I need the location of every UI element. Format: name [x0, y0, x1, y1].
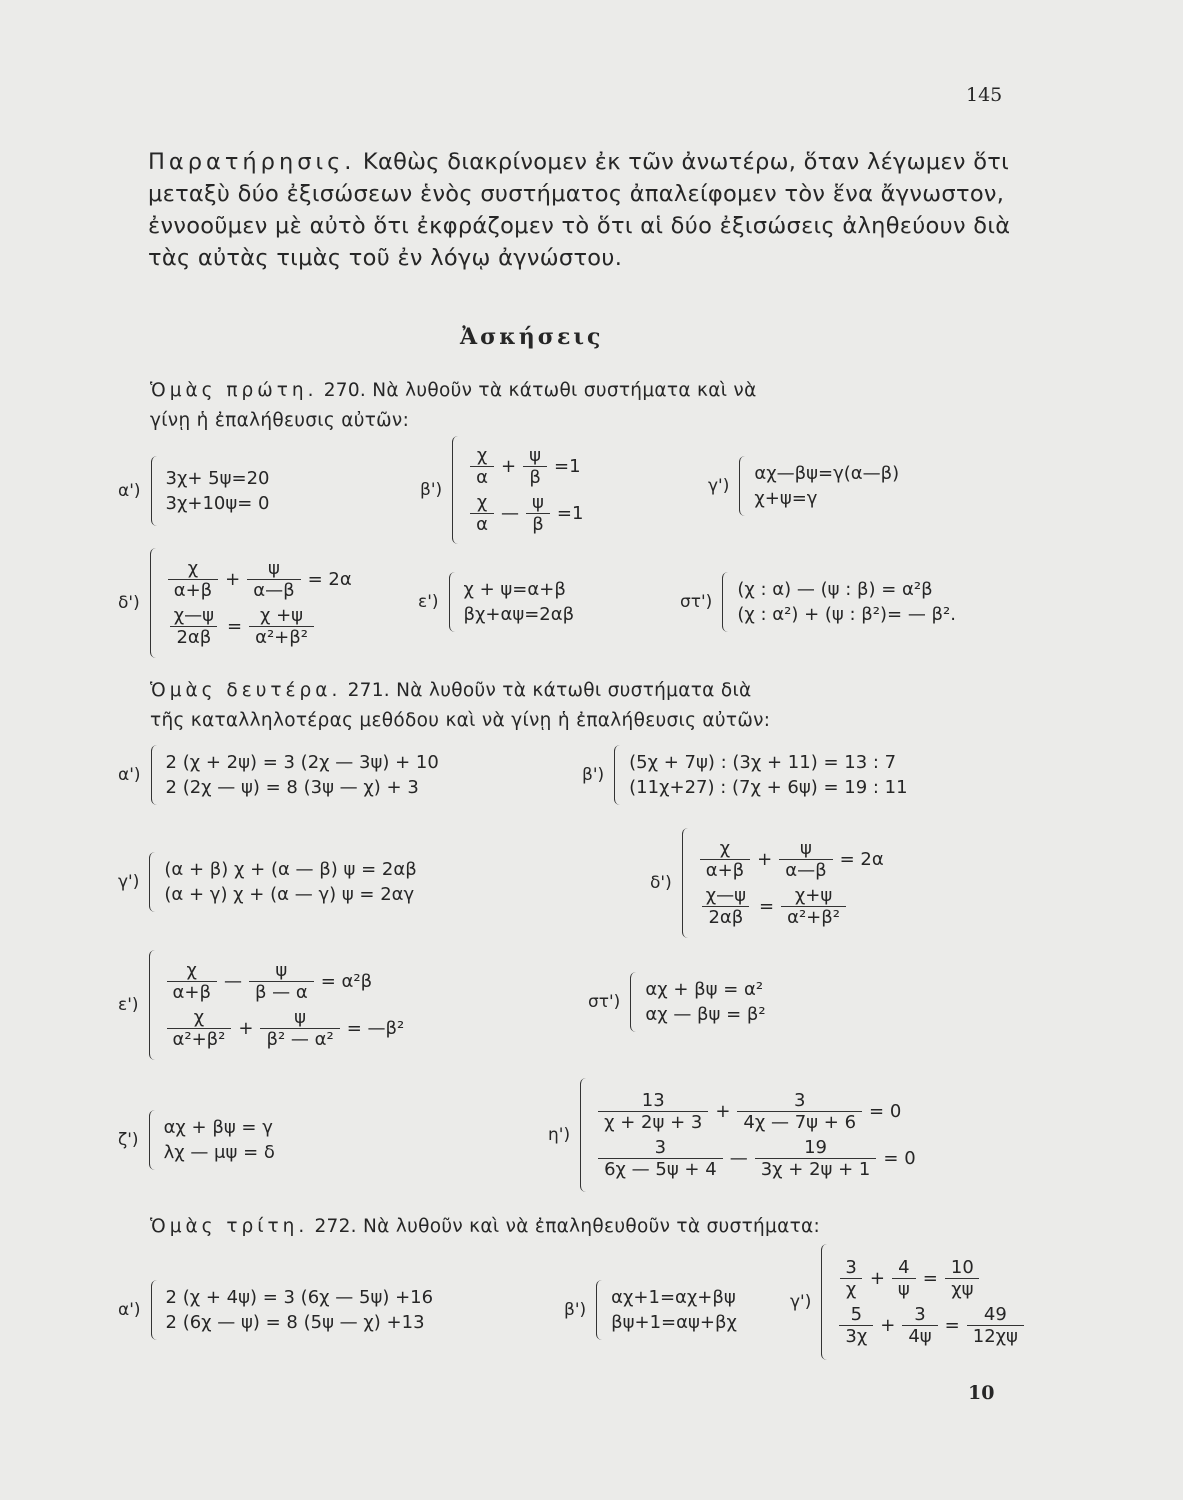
- denominator: α+β: [167, 981, 217, 1003]
- denominator: χψ: [945, 1278, 979, 1300]
- brace: [151, 456, 158, 526]
- group-1-text: 270. Νὰ λυθοῦν τὰ κάτωθι συστήματα καὶ νὰ: [323, 380, 757, 401]
- fraction: [839, 1257, 862, 1300]
- fraction: [967, 1304, 1024, 1347]
- denominator: α+β: [700, 859, 750, 881]
- exercise-270-f: [680, 572, 956, 632]
- label: γ'): [708, 476, 730, 496]
- exercise-271-g: [118, 1110, 275, 1170]
- numerator: χ—ψ: [173, 605, 214, 626]
- equation: 2 (2χ — ψ) = 8 (3ψ — χ) + 3: [165, 777, 419, 798]
- label: δ'): [650, 873, 672, 893]
- section-heading: Ἀσκήσεις: [460, 324, 604, 350]
- numerator: χ: [193, 1007, 205, 1028]
- fraction: [260, 1007, 339, 1050]
- denominator: ψ: [892, 1278, 916, 1300]
- operator: —: [501, 503, 520, 524]
- brace: [150, 548, 157, 658]
- rhs: = 2α: [307, 569, 352, 590]
- numerator: ψ: [799, 838, 812, 859]
- label: ε'): [418, 592, 439, 612]
- equation: [697, 885, 884, 928]
- group-1-text-cont: γίνῃ ἡ ἐπαλήθευσις αὐτῶν:: [150, 410, 410, 431]
- numerator: ψ: [275, 960, 288, 981]
- operator: +: [869, 1268, 885, 1289]
- label: α'): [118, 481, 141, 501]
- denominator: β: [526, 513, 550, 535]
- brace: [739, 456, 746, 516]
- brace: [580, 1078, 587, 1192]
- exercise-271-c: [118, 852, 417, 912]
- group-3-intro: [150, 1212, 1040, 1242]
- fraction: [249, 960, 314, 1003]
- numerator: χ: [476, 445, 488, 466]
- brace: [149, 950, 156, 1060]
- label: στ'): [680, 592, 713, 612]
- rhs: = —β²: [346, 1018, 405, 1039]
- equation: [836, 1304, 1027, 1347]
- exercise-271-a: [118, 745, 439, 805]
- numerator: 10: [950, 1257, 974, 1278]
- denominator: 2αβ: [170, 626, 217, 648]
- equation: (α + γ) χ + (α — γ) ψ = 2αγ: [164, 884, 415, 905]
- group-2-title: Ὁμὰς δευτέρα.: [150, 680, 342, 701]
- equation: (5χ + 7ψ) : (3χ + 11) = 13 : 7: [629, 752, 897, 773]
- fraction: [249, 605, 314, 648]
- operator: +: [757, 849, 773, 870]
- numerator: 19: [804, 1137, 827, 1158]
- exercise-270-a: [118, 456, 269, 526]
- denominator: β² — α²: [260, 1028, 339, 1050]
- numerator: χ+ψ: [794, 885, 833, 906]
- operator: +: [880, 1315, 896, 1336]
- signature-mark: 10: [968, 1382, 995, 1404]
- group-1-intro: [150, 376, 1030, 436]
- remark-paragraph: [148, 146, 1028, 274]
- denominator: 12χψ: [967, 1325, 1024, 1347]
- fraction: [168, 605, 220, 648]
- operator: +: [225, 569, 241, 590]
- denominator: α²+β²: [781, 906, 846, 928]
- equation: (α + β) χ + (α — β) ψ = 2αβ: [164, 859, 417, 880]
- operator: +: [501, 456, 517, 477]
- label: δ'): [118, 593, 140, 613]
- denominator: χ + 2ψ + 3: [598, 1111, 708, 1133]
- numerator: χ: [186, 960, 197, 981]
- numerator: χ: [476, 492, 488, 513]
- denominator: α: [470, 513, 494, 535]
- exercise-272-c: [790, 1244, 1027, 1360]
- exercise-270-e: [418, 572, 574, 632]
- group-2-intro: [150, 676, 1030, 736]
- denominator: 4χ — 7ψ + 6: [737, 1111, 862, 1133]
- numerator: χ: [719, 838, 731, 859]
- numerator: χ—ψ: [705, 885, 746, 906]
- brace: [821, 1244, 828, 1360]
- exercise-272-b: [564, 1280, 737, 1340]
- exercise-271-f: [588, 972, 766, 1032]
- fraction: [167, 1007, 232, 1050]
- label: α'): [118, 1300, 141, 1320]
- equation: [165, 605, 352, 648]
- equation: βψ+1=αψ+βχ: [611, 1312, 737, 1333]
- brace: [149, 1110, 156, 1170]
- exercise-271-d: [650, 828, 884, 938]
- equation: 2 (χ + 2ψ) = 3 (2χ — 3ψ) + 10: [165, 752, 439, 773]
- brace: [452, 436, 459, 544]
- exercise-271-b: [582, 745, 908, 805]
- numerator: ψ: [529, 445, 541, 466]
- denominator: 6χ — 5ψ + 4: [598, 1158, 723, 1180]
- equation: χ + ψ=α+β: [463, 579, 566, 600]
- fraction: [839, 1304, 873, 1347]
- denominator: α—β: [247, 579, 300, 601]
- equation: [467, 445, 583, 488]
- denominator: β — α: [249, 981, 314, 1003]
- fraction: [526, 492, 550, 535]
- equation: βχ+αψ=2αβ: [463, 604, 575, 625]
- fraction: [598, 1137, 723, 1180]
- brace: [614, 745, 621, 805]
- denominator: 4ψ: [902, 1325, 937, 1347]
- label: ζ'): [118, 1130, 139, 1150]
- fraction: [700, 838, 750, 881]
- remark-title: Παρατήρησις.: [148, 149, 356, 175]
- equation: λχ — μψ = δ: [163, 1142, 275, 1163]
- fraction: [892, 1257, 916, 1300]
- fraction: [470, 445, 494, 488]
- exercise-271-h: [548, 1078, 916, 1192]
- denominator: α: [470, 466, 494, 488]
- equation: αχ + βψ = α²: [645, 979, 764, 1000]
- fraction: [247, 558, 300, 601]
- fraction: [779, 838, 832, 881]
- equation: (11χ+27) : (7χ + 6ψ) = 19 : 11: [629, 777, 908, 798]
- fraction: [598, 1090, 708, 1133]
- equation: αχ—βψ=γ(α—β): [754, 463, 900, 484]
- label: η'): [548, 1125, 571, 1145]
- brace: [722, 572, 729, 632]
- fraction: [781, 885, 846, 928]
- operator: =: [759, 896, 775, 917]
- numerator: 5: [850, 1304, 863, 1325]
- equation: [595, 1090, 916, 1133]
- label: β'): [582, 765, 605, 785]
- equation: χ+ψ=γ: [754, 488, 818, 509]
- numerator: 49: [983, 1304, 1007, 1325]
- remark-text: Καθὼς διακρίνομεν ἐκ τῶν ἀνωτέρω, ὅταν λέγωμεν ὅτι μεταξὺ δύο ἐξισώσεων ἑνὸς συστήματος ἀπαλείφομεν τὸν ἕνα ἄγνωστον, ἐννοοῦμεν μὲ αὐτὸ ὅτι ἐκφράζομεν τὸ ὅτι αἱ δύο ἐξισώσεις ἀληθεύουν διὰ τὰς αὐτὰς τιμὰς τοῦ ἐν λόγῳ ἀγνώστου.: [148, 149, 1011, 271]
- operator: =: [944, 1315, 960, 1336]
- operator: =: [227, 616, 243, 637]
- operator: —: [223, 971, 242, 992]
- equation: [595, 1137, 916, 1180]
- equation: αχ + βψ = γ: [163, 1117, 273, 1138]
- label: β'): [564, 1300, 587, 1320]
- equation: 3χ+ 5ψ=20: [165, 468, 270, 489]
- exercise-270-c: [708, 456, 899, 516]
- operator: +: [715, 1101, 731, 1122]
- exercise-272-a: [118, 1280, 433, 1340]
- group-3-text: 272. Νὰ λυθοῦν καὶ νὰ ἐπαληθευθοῦν τὰ συστήματα:: [314, 1216, 821, 1237]
- brace: [149, 852, 156, 912]
- exercise-270-b: [420, 436, 583, 544]
- denominator: 2αβ: [702, 906, 749, 928]
- numerator: ψ: [294, 1007, 307, 1028]
- equation: (χ : α) — (ψ : β) = α²β: [737, 579, 933, 600]
- equation: [164, 960, 405, 1003]
- rhs: = 0: [883, 1148, 916, 1169]
- label: α'): [118, 765, 141, 785]
- equation: 3χ+10ψ= 0: [165, 493, 270, 514]
- rhs: =1: [556, 503, 584, 524]
- fraction: [168, 558, 218, 601]
- fraction: [470, 492, 494, 535]
- equation: [165, 558, 352, 601]
- equation: [164, 1007, 405, 1050]
- numerator: 4: [898, 1257, 910, 1278]
- equation: (χ : α²) + (ψ : β²)= — β².: [737, 604, 956, 625]
- operator: —: [729, 1148, 748, 1169]
- rhs: =1: [554, 456, 581, 477]
- fraction: [755, 1137, 877, 1180]
- fraction: [945, 1257, 980, 1300]
- page-number: 145: [966, 84, 1003, 106]
- brace: [151, 1280, 158, 1340]
- brace: [449, 572, 456, 632]
- rhs: = 2α: [839, 849, 884, 870]
- numerator: 3: [914, 1304, 926, 1325]
- fraction: [902, 1304, 937, 1347]
- group-2-text-cont: τῆς καταλληλοτέρας μεθόδου καὶ νὰ γίνῃ ἡ ἐπαλήθευσις αὐτῶν:: [150, 710, 771, 731]
- fraction: [737, 1090, 862, 1133]
- denominator: β: [523, 466, 547, 488]
- label: στ'): [588, 992, 621, 1012]
- denominator: α²+β²: [167, 1028, 232, 1050]
- numerator: ψ: [267, 558, 280, 579]
- brace: [682, 828, 689, 938]
- numerator: ψ: [532, 492, 544, 513]
- equation: αχ — βψ = β²: [645, 1004, 766, 1025]
- rhs: = 0: [869, 1101, 902, 1122]
- label: ε'): [118, 995, 139, 1015]
- equation: 2 (6χ — ψ) = 8 (5ψ — χ) +13: [165, 1312, 425, 1333]
- denominator: 3χ: [839, 1325, 873, 1347]
- equation: 2 (χ + 4ψ) = 3 (6χ — 5ψ) +16: [165, 1287, 434, 1308]
- exercise-270-d: [118, 548, 352, 658]
- brace: [596, 1280, 603, 1340]
- group-2-text: 271. Νὰ λυθοῦν τὰ κάτωθι συστήματα διὰ: [347, 680, 752, 701]
- rhs: = α²β: [320, 971, 373, 992]
- denominator: χ: [840, 1278, 862, 1300]
- numerator: χ: [187, 558, 199, 579]
- numerator: 3: [845, 1257, 857, 1278]
- operator: =: [922, 1268, 938, 1289]
- numerator: 3: [794, 1090, 806, 1111]
- exercise-271-e: [118, 950, 404, 1060]
- group-1-title: Ὁμὰς πρώτη.: [150, 380, 318, 401]
- fraction: [523, 445, 547, 488]
- equation: αχ+1=αχ+βψ: [611, 1287, 736, 1308]
- numerator: χ +ψ: [259, 605, 304, 626]
- denominator: 3χ + 2ψ + 1: [755, 1158, 877, 1180]
- label: γ'): [790, 1292, 812, 1312]
- label: β'): [420, 480, 443, 500]
- denominator: α—β: [779, 859, 832, 881]
- brace: [151, 745, 158, 805]
- fraction: [167, 960, 217, 1003]
- numerator: 3: [654, 1137, 667, 1158]
- numerator: 13: [641, 1090, 665, 1111]
- label: γ'): [118, 872, 140, 892]
- equation: [467, 492, 583, 535]
- equation: [697, 838, 884, 881]
- group-3-title: Ὁμὰς τρίτη.: [150, 1216, 309, 1237]
- operator: +: [238, 1018, 254, 1039]
- equation: [836, 1257, 1027, 1300]
- brace: [630, 972, 637, 1032]
- fraction: [700, 885, 752, 928]
- denominator: α+β: [168, 579, 218, 601]
- denominator: α²+β²: [249, 626, 314, 648]
